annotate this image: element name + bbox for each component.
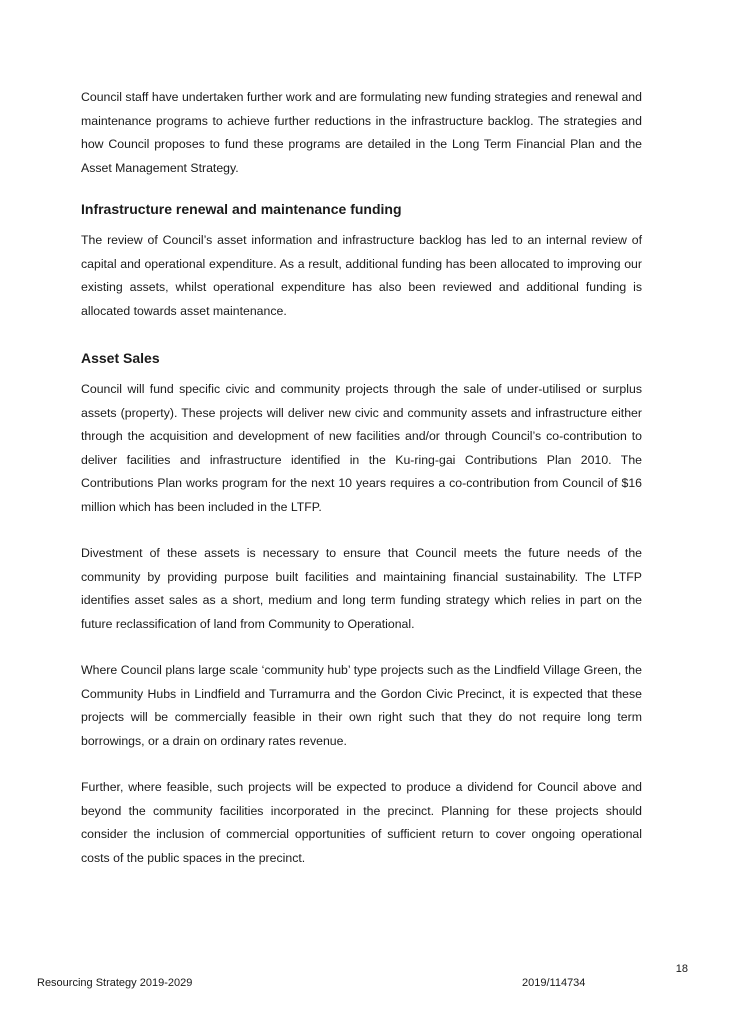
page-content [81,86,642,870]
footer-reference: 2019/114734 [522,977,586,989]
asset-sales-paragraph-2: Divestment of these assets is necessary to ensure that Council meets the future needs of the community by providing purpose built facilities and maintaining financial sustainability. The LTFP identifies asset sales as a short, medium and long term funding strategy which relies in part on the future reclassification of land from Community to Operational. [81,546,642,631]
asset-sales-paragraph-1: Council will fund specific civic and community projects through the sale of under-utilised or surplus assets (property). These projects will deliver new civic and community assets and infrastructure either through the acquisition and development of new facilities and/or through Council’s co-contribution to deliver facilities and infrastructure identified in the Ku-ring-gai Contributions Plan 2010. The Contributions Plan works program for the next 10 years requires a co-contribution from Council of $16 million which has been included in the LTFP. [81,382,642,514]
page-number: 18 [675,963,688,975]
intro-paragraph: Council staff have undertaken further work and are formulating new funding strategies and renewal and maintenance programs to achieve further reductions in the infrastructure backlog. The strategies and how Council proposes to fund these programs are detailed in the Long Term Financial Plan and the Asset Management Strategy. [81,90,642,175]
asset-sales-paragraph-3: Where Council plans large scale ‘community hub’ type projects such as the Lindfield Village Green, the Community Hubs in Lindfield and Turramurra and the Gordon Civic Precinct, it is expected that these projects will be commercially feasible in their own right such that they do not require long term borrowings, or a drain on ordinary rates revenue. [81,663,642,748]
infrastructure-heading: Infrastructure renewal and maintenance funding [81,201,402,217]
asset-sales-heading: Asset Sales [81,350,160,366]
asset-sales-paragraph-4: Further, where feasible, such projects will be expected to produce a dividend for Council above and beyond the community facilities incorporated in the precinct. Planning for these projects should consider the inclusion of commercial opportunities of sufficient return to cover ongoing operational costs of the public spaces in the precinct. [81,780,642,865]
footer-document-title: Resourcing Strategy 2019-2029 [37,977,193,989]
infrastructure-paragraph: The review of Council’s asset information and infrastructure backlog has led to an internal review of capital and operational expenditure. As a result, additional funding has been allocated to improving our existing assets, whilst operational expenditure has also been reviewed and additional funding is allocated towards asset maintenance. [81,233,642,318]
